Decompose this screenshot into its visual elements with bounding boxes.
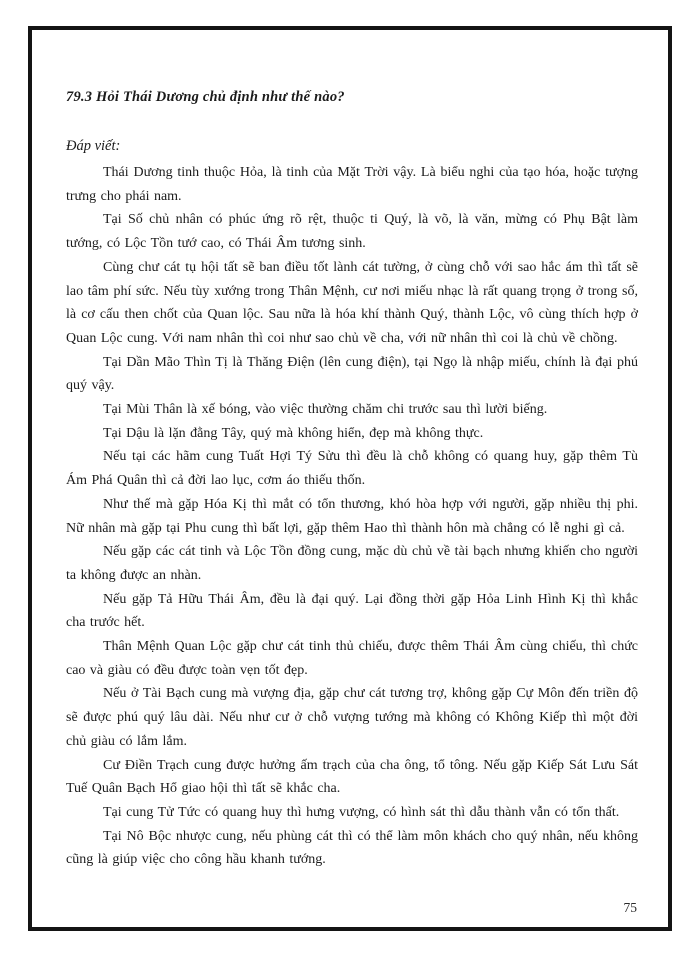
paragraph: Tại Nô Bộc nhược cung, nếu phùng cát thì có thể làm môn khách cho quý nhân, nếu không cũng là giúp việc cho công hầu khanh tướng. [66, 828, 638, 868]
page-content [66, 87, 638, 872]
paragraph: Nếu tại các hãm cung Tuất Hợi Tý Sửu thì đều là chỗ không có quang huy, gặp thêm Tù Ám Phá Quân thì cả đời lao lục, cơm áo thiếu thốn. [66, 449, 638, 489]
paragraph: Nếu gặp các cát tinh và Lộc Tồn đồng cung, mặc dù chủ về tài bạch nhưng khiến cho người ta không được an nhàn. [66, 544, 638, 583]
paragraph: Tại Dậu là lặn đằng Tây, quý mà không hiển, đẹp mà không thực. [103, 425, 484, 441]
paragraph: Nếu gặp Tả Hữu Thái Âm, đều là đại quý. Lại đồng thời gặp Hỏa Linh Hình Kị thì khắc cha trước hết. [66, 591, 638, 631]
answer-label: Đáp viết: [66, 138, 121, 154]
body-text [66, 161, 638, 872]
paragraph: Thân Mệnh Quan Lộc gặp chư cát tinh thủ chiếu, được thêm Thái Âm cùng chiếu, thì chức cao và giàu có đều được toàn vẹn tốt đẹp. [66, 639, 638, 678]
paragraph: Cùng chư cát tụ hội tất sẽ ban điều tốt lành cát tường, ở cùng chỗ với sao hắc ám thì tất sẽ lao tâm phí sức. Nếu tùy xướng trong Thân Mệnh, cư nơi miếu nhạc là rất quang trọng ở trong số, là cơ cấu then chốt của Quan lộc. Sau nữa là hóa khí thành Quý, thành Lộc, vô cùng thích hợp ở Quan Lộc cung. Với nam nhân thì coi như sao chủ về cha, với nữ nhân thì coi là chủ về chồng. [66, 259, 638, 346]
page-border [28, 26, 672, 931]
section-heading: 79.3 Hỏi Thái Dương chủ định như thế nào? [66, 89, 345, 105]
paragraph: Tại Số chủ nhân có phúc ứng rõ rệt, thuộc ti Quý, là võ, là văn, mừng có Phụ Bật làm tướng, có Lộc Tồn tướ cao, có Thái Âm tương sinh. [66, 212, 638, 252]
paragraph: Tại Dần Mão Thìn Tị là Thăng Điện (lên cung điện), tại Ngọ là nhập miếu, chính là đại phú quý vậy. [66, 354, 638, 394]
paragraph: Tại Mùi Thân là xế bóng, vào việc thường chăm chi trước sau thì lười biếng. [103, 402, 548, 418]
paragraph: Thái Dương tinh thuộc Hỏa, là tinh của Mặt Trời vậy. Là biểu nghi của tạo hóa, hoặc tượng trưng cho phái nam. [66, 165, 638, 204]
page-number: 75 [623, 900, 637, 915]
paragraph: Nếu ở Tài Bạch cung mà vượng địa, gặp chư cát tương trợ, không gặp Cự Môn đến triền độ sẽ được phú quý lâu dài. Nếu như cư ở chỗ vượng tướng mà không có Không Kiếp thì một đời chủ giàu có lắm lắm. [66, 686, 638, 749]
paragraph: Tại cung Tử Tức có quang huy thì hưng vượng, có hình sát thì dẫu thành vẫn có tổn thất. [103, 804, 620, 820]
paragraph: Như thế mà gặp Hóa Kị thì mắt có tổn thương, khó hòa hợp với người, gặp nhiều thị phi. Nữ nhân mà gặp tại Phu cung thì bất lợi, gặp thêm Hao thì thành hôn mà chẳng có lễ nghi gì cả. [66, 496, 638, 536]
paragraph: Cư Điền Trạch cung được hưởng ấm trạch của cha ông, tổ tông. Nếu gặp Kiếp Sát Lưu Sát Tuế Quân Bạch Hổ giao hội thì tất sẽ khắc cha. [66, 757, 638, 797]
